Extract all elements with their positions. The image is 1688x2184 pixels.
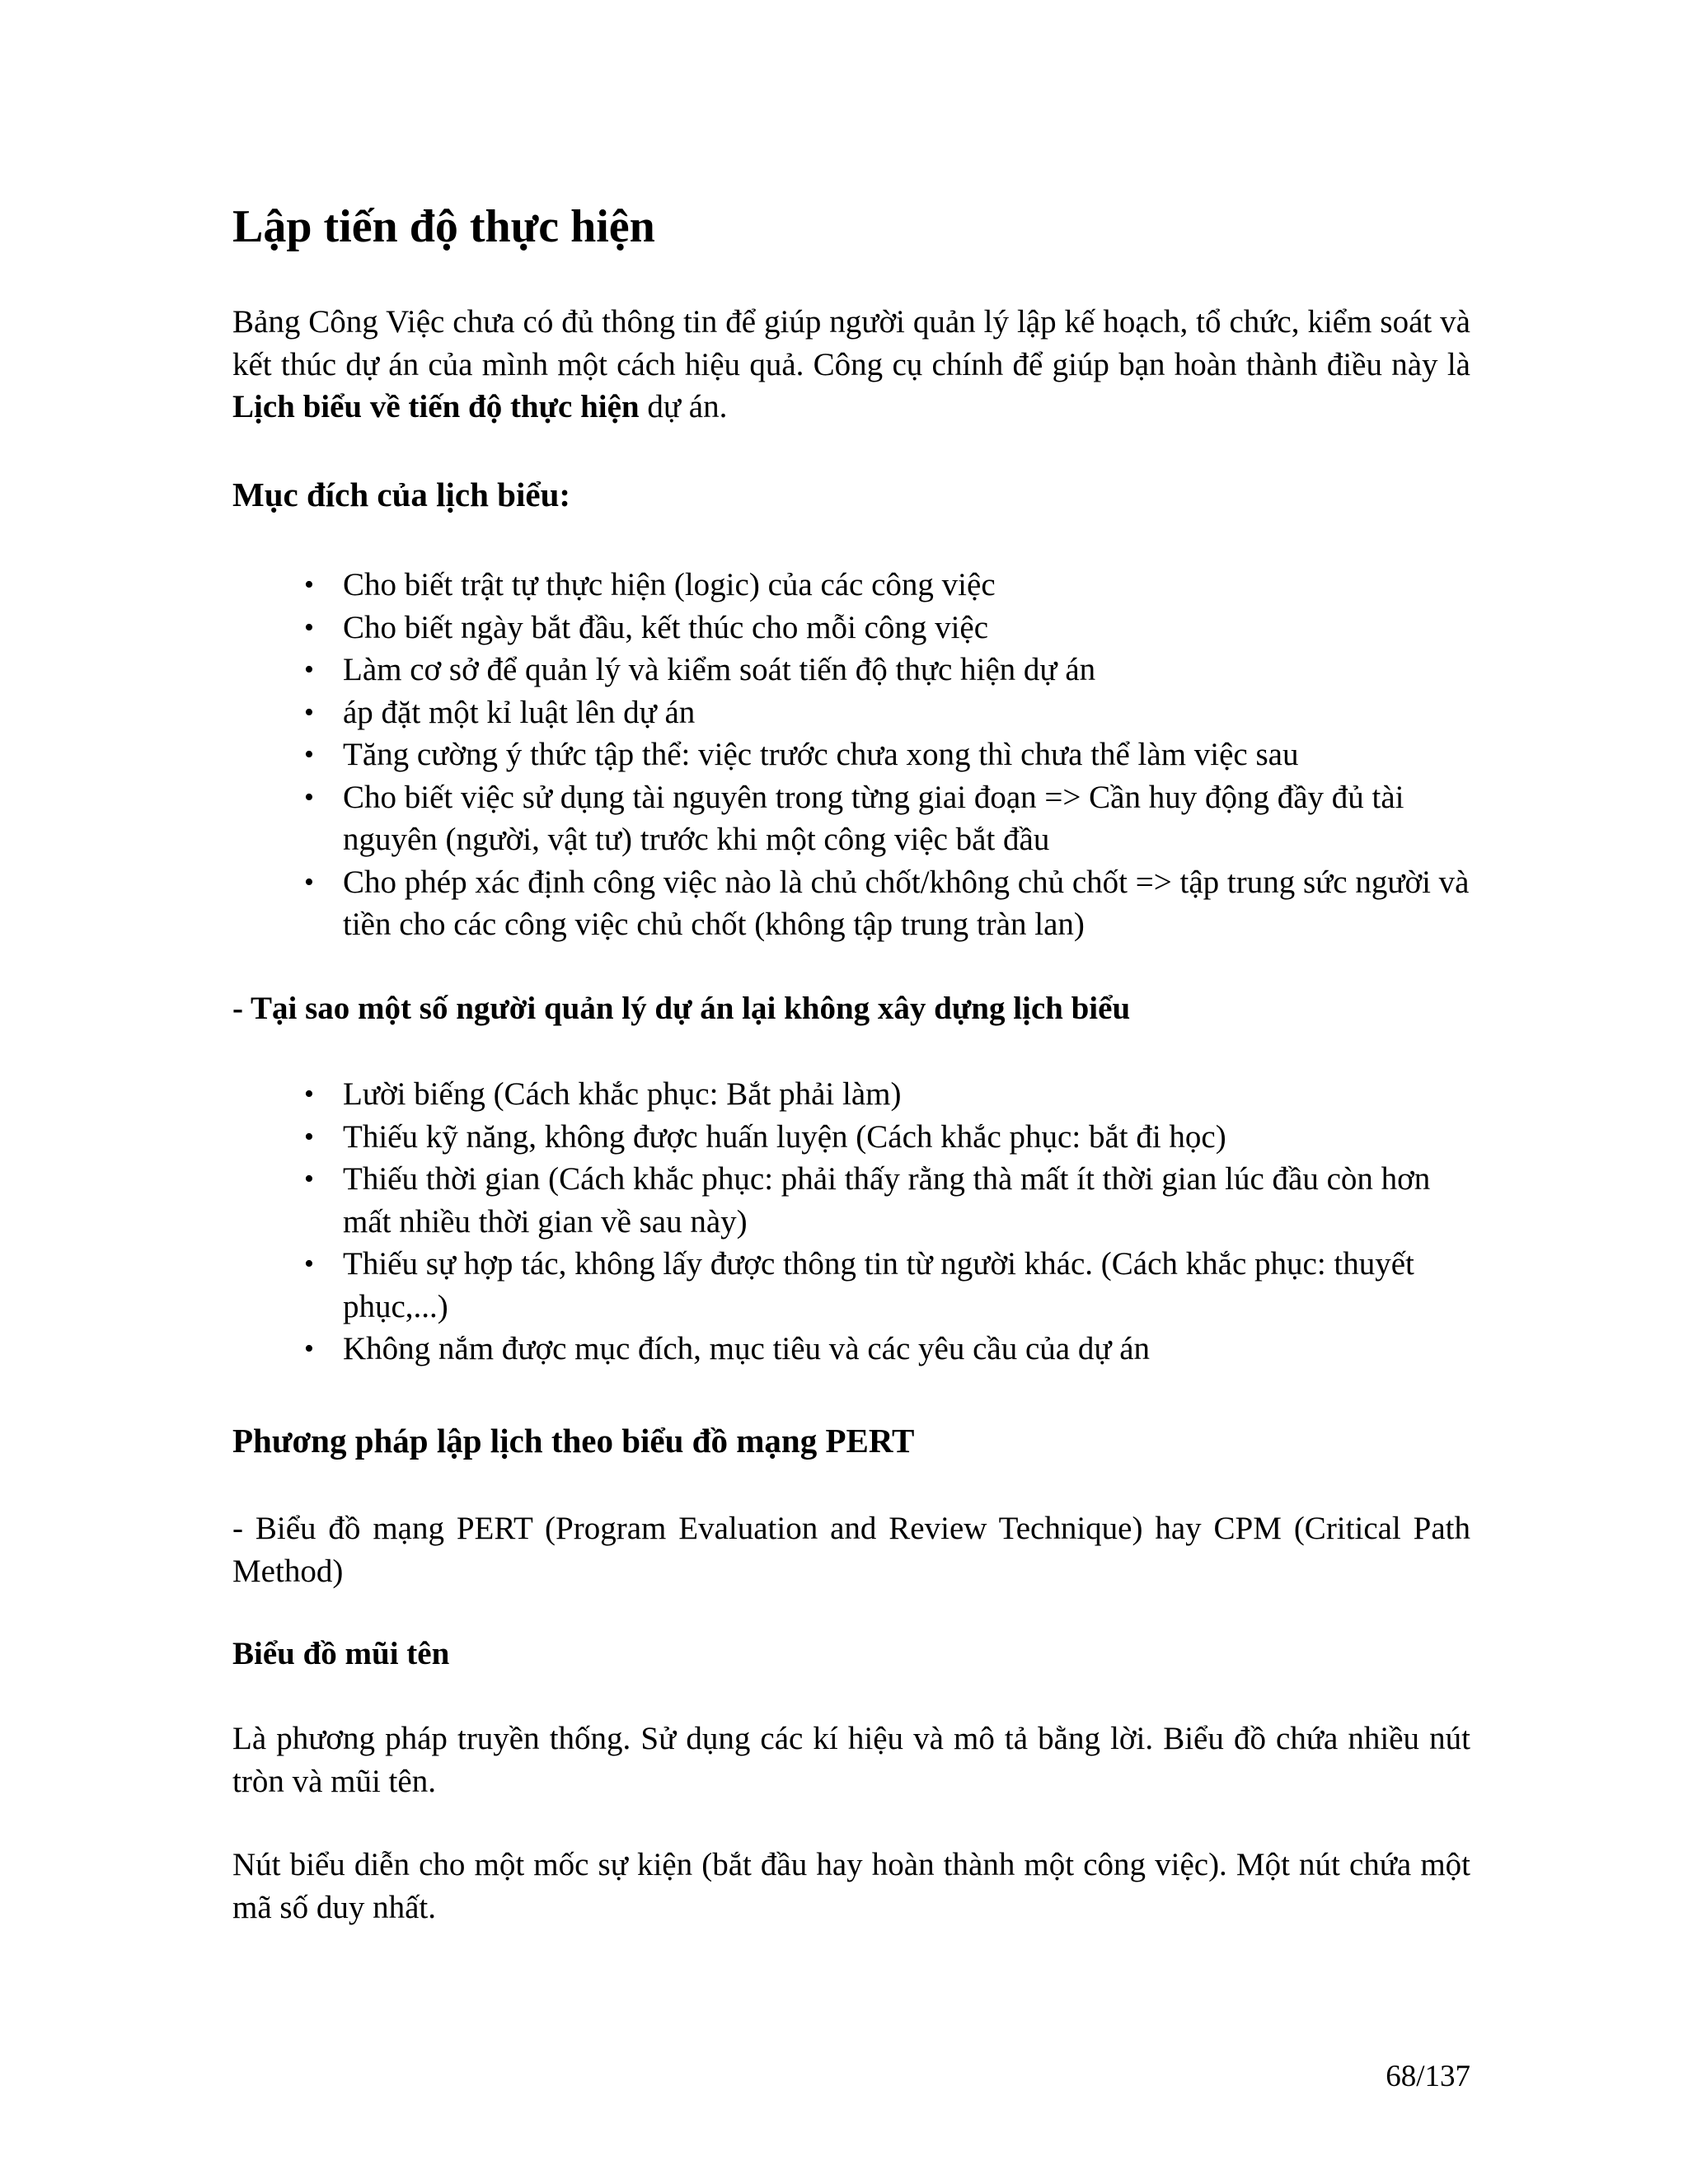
list-item-text: Cho biết trật tự thực hiện (logic) của các công việc: [343, 567, 996, 602]
list-item: [302, 564, 1470, 607]
bullet-icon: •: [304, 1333, 314, 1364]
list-item-text: Làm cơ sở để quản lý và kiểm soát tiến độ thực hiện dự án: [343, 652, 1096, 687]
intro-bold-phrase: Lịch biểu về tiến độ thực hiện: [232, 389, 640, 424]
bullet-icon: •: [304, 1164, 314, 1194]
bullet-icon: •: [304, 696, 314, 728]
list-item-text: Cho biết việc sử dụng tài nguyên trong từng giai đoạn => Cần huy động đầy đủ tài nguyên (người, vật tư) trước khi một công việc bắt đầu: [343, 779, 1404, 857]
arrow-paragraph-2: Nút biểu diễn cho một mốc sự kiện (bắt đầu hay hoàn thành một công việc). Một nút chứa một mã số duy nhất.: [232, 1847, 1470, 1925]
list-item-text: Thiếu kỹ năng, không được huấn luyện (Cách khắc phục: bắt đi học): [343, 1118, 1226, 1155]
intro-text-after: dự án.: [639, 389, 728, 424]
bullet-icon: •: [304, 1079, 314, 1109]
bullet-icon: •: [304, 781, 314, 813]
bullet-icon: •: [304, 1121, 314, 1152]
bullet-icon: •: [304, 866, 314, 898]
list-item-text: Tăng cường ý thức tập thể: việc trước chưa xong thì chưa thể làm việc sau: [343, 737, 1299, 772]
arrow-diagram-heading: Biểu đồ mũi tên: [232, 1636, 450, 1671]
list-item: [302, 1328, 1470, 1371]
list-item: [302, 1158, 1470, 1243]
list-item: [302, 861, 1470, 946]
reasons-list: [302, 1073, 1470, 1371]
purpose-list: [302, 564, 1470, 946]
bullet-icon: •: [304, 612, 314, 643]
reasons-heading: - Tại sao một số người quản lý dự án lại không xây dựng lịch biểu: [232, 991, 1131, 1026]
list-item-text: Cho phép xác định công việc nào là chủ chốt/không chủ chốt => tập trung sức người và tiền cho các công việc chủ chốt (không tập trung tràn lan): [343, 864, 1470, 942]
list-item: [302, 776, 1470, 861]
page-title: Lập tiến độ thực hiện: [232, 201, 655, 252]
intro-paragraph: [232, 301, 1470, 429]
list-item-text: Không nắm được mục đích, mục tiêu và các yêu cầu của dự án: [343, 1331, 1151, 1366]
list-item-text: Thiếu thời gian (Cách khắc phục: phải thấy rằng thà mất ít thời gian lúc đầu còn hơn mất nhiều thời gian về sau này): [343, 1161, 1431, 1240]
list-item: [302, 733, 1470, 776]
bullet-icon: •: [304, 1249, 314, 1279]
list-item: [302, 1116, 1470, 1159]
page-number: 68/137: [1386, 2060, 1470, 2093]
bullet-icon: •: [304, 654, 314, 685]
list-item-text: áp đặt một kỉ luật lên dự án: [343, 694, 696, 730]
pert-paragraph: - Biểu đồ mạng PERT (Program Evaluation and Review Technique) hay CPM (Critical Path Method): [232, 1511, 1470, 1589]
list-item: [302, 691, 1470, 734]
list-item: [302, 649, 1470, 691]
arrow-paragraph-1: Là phương pháp truyền thống. Sử dụng các kí hiệu và mô tả bằng lời. Biểu đồ chứa nhiều nút tròn và mũi tên.: [232, 1721, 1470, 1799]
list-item-text: Lười biếng (Cách khắc phục: Bắt phải làm): [343, 1076, 902, 1112]
purpose-heading: Mục đích của lịch biểu:: [232, 476, 571, 513]
intro-text-before: Bảng Công Việc chưa có đủ thông tin để giúp người quản lý lập kế hoạch, tổ chức, kiểm soát và kết thúc dự án của mình một cách hiệu quả. Công cụ chính để giúp bạn hoàn thành điều này là: [232, 304, 1470, 382]
list-item: [302, 1243, 1470, 1328]
list-item-text: Thiếu sự hợp tác, không lấy được thông tin từ người khác. (Cách khắc phục: thuyết phục,...): [343, 1246, 1414, 1324]
bullet-icon: •: [304, 569, 314, 600]
list-item-text: Cho biết ngày bắt đầu, kết thúc cho mỗi công việc: [343, 609, 989, 645]
bullet-icon: •: [304, 739, 314, 770]
list-item: [302, 607, 1470, 649]
document-page: [232, 0, 1470, 2184]
list-item: [302, 1073, 1470, 1116]
pert-heading: Phương pháp lập lịch theo biểu đồ mạng PERT: [232, 1422, 915, 1460]
